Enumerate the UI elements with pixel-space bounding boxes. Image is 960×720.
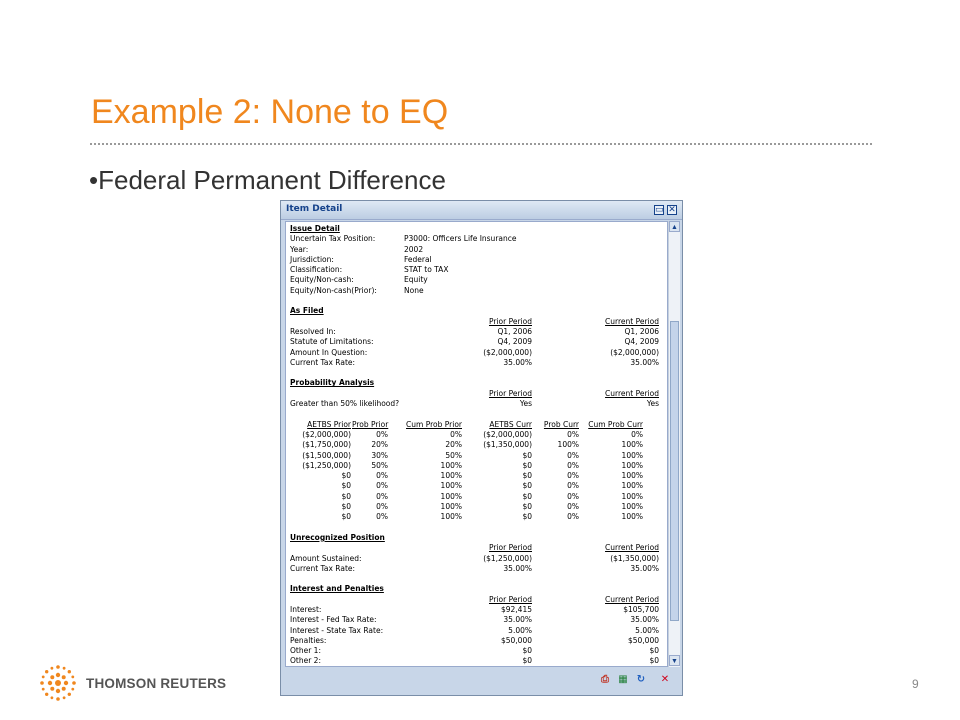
table-cell: $0: [522, 512, 532, 522]
interest-row: [286, 605, 667, 615]
table-cell: $0: [522, 481, 532, 491]
spacer: [286, 574, 667, 584]
title-divider: [90, 143, 872, 145]
current-value: ($1,350,000): [610, 553, 659, 563]
table-cell: $0: [341, 471, 351, 481]
table-cell: 50%: [445, 450, 462, 460]
table-column-header: AETBS Curr: [489, 419, 532, 429]
prior-period-header: Prior Period: [488, 388, 532, 398]
row-label: Interest - State Tax Rate:: [290, 625, 384, 635]
interest-period-header: [286, 595, 667, 605]
row-label: Greater than 50% likelihood?: [290, 399, 400, 409]
as-filed-row: [286, 337, 667, 347]
current-value: ($2,000,000): [610, 347, 659, 357]
table-cell: 0%: [376, 429, 388, 439]
interest-row: [286, 636, 667, 646]
prior-value: 35.00%: [503, 357, 532, 367]
table-cell: $0: [522, 471, 532, 481]
row-value: None: [404, 285, 424, 295]
window-titlebar[interactable]: [281, 201, 682, 220]
row-value: STAT to TAX: [404, 265, 449, 275]
row-label: Current Tax Rate:: [290, 357, 356, 367]
table-column-header: Cum Prob Prior: [406, 419, 462, 429]
table-column-header: AETBS Prior: [307, 419, 351, 429]
spacer: [286, 523, 667, 533]
row-label: Equity/Non-cash(Prior):: [290, 285, 377, 295]
slide-bullet: •Federal Permanent Difference: [89, 165, 446, 195]
table-row: [286, 512, 667, 522]
probability-analysis-heading: Probability Analysis: [290, 378, 375, 388]
row-label: Classification:: [290, 265, 343, 275]
table-row: [286, 440, 667, 450]
logo-text: THOMSON REUTERS: [86, 675, 227, 691]
prior-value: $92,415: [500, 604, 532, 614]
as-filed-row: [286, 358, 667, 368]
row-label: Resolved In:: [290, 326, 336, 336]
table-cell: 100%: [440, 502, 462, 512]
table-cell: 0%: [376, 512, 388, 522]
issue-detail-heading-row: [286, 224, 667, 234]
table-cell: 50%: [371, 460, 388, 470]
as-filed-heading: As Filed: [290, 306, 324, 316]
table-cell: 100%: [440, 491, 462, 501]
table-row: [286, 461, 667, 471]
probability-period-header: [286, 389, 667, 399]
row-label: Amount Sustained:: [290, 553, 362, 563]
table-cell: ($1,500,000): [302, 450, 351, 460]
unrecognized-position-heading: Unrecognized Position: [290, 532, 385, 542]
table-cell: 0%: [567, 512, 579, 522]
current-value: 35.00%: [630, 615, 659, 625]
table-cell: 0%: [631, 429, 643, 439]
table-row: [286, 481, 667, 491]
row-value: P3000: Officers Life Insurance: [404, 234, 517, 244]
prior-value: ($1,250,000): [483, 553, 532, 563]
issue-detail-row: [286, 234, 667, 244]
table-cell: ($1,750,000): [302, 440, 351, 450]
prior-value: Q1, 2006: [497, 326, 532, 336]
table-cell: 100%: [621, 450, 643, 460]
table-row: [286, 502, 667, 512]
spacer: [286, 296, 667, 306]
table-row: [286, 451, 667, 461]
table-cell: 100%: [621, 502, 643, 512]
table-cell: $0: [522, 450, 532, 460]
current-value: $50,000: [627, 635, 659, 645]
table-cell: 0%: [567, 491, 579, 501]
table-cell: 100%: [557, 440, 579, 450]
issue-detail-heading: Issue Detail: [290, 224, 340, 233]
current-value: $105,700: [623, 604, 659, 614]
table-cell: 100%: [440, 512, 462, 522]
interest-penalties-heading-row: [286, 584, 667, 594]
interest-row: [286, 626, 667, 636]
table-cell: 100%: [621, 481, 643, 491]
current-value: 35.00%: [630, 357, 659, 367]
detail-content: [285, 221, 668, 667]
table-column-header: Prob Curr: [543, 419, 579, 429]
row-label: Jurisdiction:: [290, 254, 334, 264]
row-label: Interest:: [290, 604, 322, 614]
prior-value: 5.00%: [508, 625, 532, 635]
row-label: Amount In Question:: [290, 347, 368, 357]
table-cell: $0: [522, 502, 532, 512]
current-period-header: Current Period: [605, 388, 659, 398]
table-cell: 0%: [376, 481, 388, 491]
reuters-dots-icon: [38, 663, 78, 703]
table-cell: 100%: [621, 460, 643, 470]
as-filed-row: [286, 327, 667, 337]
close-button[interactable]: ✕: [668, 205, 676, 215]
current-value: $0: [649, 646, 659, 656]
unrecognized-position-heading-row: [286, 533, 667, 543]
current-value: 5.00%: [635, 625, 659, 635]
row-label: Year:: [290, 244, 309, 254]
item-detail-window: [280, 200, 683, 696]
pdf-icon[interactable]: ⎙: [601, 674, 609, 685]
probability-table-header: [286, 420, 667, 430]
table-cell: 20%: [445, 440, 462, 450]
row-value: Equity: [404, 275, 428, 285]
unrecognized-period-header: [286, 543, 667, 553]
row-value: 2002: [404, 244, 424, 254]
interest-row: [286, 646, 667, 656]
prior-value: $50,000: [500, 635, 532, 645]
excel-icon[interactable]: ▦: [618, 674, 628, 685]
vertical-scrollbar[interactable]: [668, 221, 680, 667]
prior-value: $0: [522, 646, 532, 656]
table-cell: 100%: [621, 440, 643, 450]
table-cell: 0%: [567, 481, 579, 491]
table-column-header: Cum Prob Curr: [588, 419, 643, 429]
table-cell: 0%: [567, 460, 579, 470]
table-cell: 100%: [621, 491, 643, 501]
table-cell: $0: [341, 481, 351, 491]
table-cell: 100%: [621, 471, 643, 481]
scroll-down-icon[interactable]: ▼: [669, 655, 680, 666]
scrollbar-thumb[interactable]: [670, 321, 679, 621]
prior-period-header: Prior Period: [488, 543, 532, 553]
prior-value: ($2,000,000): [483, 347, 532, 357]
table-row: [286, 430, 667, 440]
prior-period-header: Prior Period: [488, 316, 532, 326]
spacer: [286, 368, 667, 378]
window-title: Item Detail: [286, 204, 343, 214]
table-cell: 20%: [371, 440, 388, 450]
table-cell: ($1,350,000): [483, 440, 532, 450]
window-footer: [281, 667, 682, 695]
refresh-icon[interactable]: ↻: [636, 674, 646, 685]
table-cell: 30%: [371, 450, 388, 460]
table-row: [286, 492, 667, 502]
issue-detail-row: [286, 275, 667, 285]
table-cell: $0: [341, 491, 351, 501]
table-cell: $0: [341, 502, 351, 512]
table-row: [286, 471, 667, 481]
table-cell: 100%: [440, 471, 462, 481]
table-cell: 0%: [567, 471, 579, 481]
table-cell: 0%: [450, 429, 462, 439]
unrecognized-row: [286, 554, 667, 564]
row-label: Other 2:: [290, 656, 321, 666]
issue-detail-row: [286, 265, 667, 275]
issue-detail-row: [286, 245, 667, 255]
row-label: Statute of Limitations:: [290, 337, 374, 347]
as-filed-heading-row: [286, 306, 667, 316]
table-cell: ($2,000,000): [302, 429, 351, 439]
row-label: Interest - Fed Tax Rate:: [290, 615, 377, 625]
page-number: 9: [912, 677, 919, 691]
table-cell: 100%: [440, 460, 462, 470]
table-cell: 100%: [440, 481, 462, 491]
as-filed-row: [286, 348, 667, 358]
table-cell: ($2,000,000): [483, 429, 532, 439]
row-label: Equity/Non-cash:: [290, 275, 354, 285]
slide-title: Example 2: None to EQ: [91, 93, 449, 131]
probability-row: [286, 399, 667, 409]
current-value: Q4, 2009: [624, 337, 659, 347]
current-period-header: Current Period: [605, 543, 659, 553]
thomson-reuters-logo: [38, 663, 226, 703]
prior-value: 35.00%: [503, 563, 532, 573]
issue-detail-row: [286, 255, 667, 265]
table-cell: 0%: [376, 502, 388, 512]
current-value: Yes: [646, 399, 659, 409]
table-cell: $0: [341, 512, 351, 522]
table-cell: $0: [522, 491, 532, 501]
row-label: Uncertain Tax Position:: [290, 234, 376, 244]
row-label: Other 1:: [290, 646, 321, 656]
current-value: 35.00%: [630, 563, 659, 573]
row-label: Penalties:: [290, 635, 327, 645]
probability-analysis-heading-row: [286, 378, 667, 388]
current-period-header: Current Period: [605, 316, 659, 326]
prior-value: Q4, 2009: [497, 337, 532, 347]
table-cell: ($1,250,000): [302, 460, 351, 470]
prior-period-header: Prior Period: [488, 594, 532, 604]
current-value: Q1, 2006: [624, 326, 659, 336]
spacer: [286, 409, 667, 419]
prior-value: Yes: [519, 399, 532, 409]
delete-icon[interactable]: ✕: [660, 674, 670, 685]
row-label: Current Tax Rate:: [290, 563, 356, 573]
table-cell: 0%: [567, 429, 579, 439]
prior-value: 35.00%: [503, 615, 532, 625]
interest-penalties-heading: Interest and Penalties: [290, 584, 384, 594]
table-cell: 0%: [376, 491, 388, 501]
table-column-header: Prob Prior: [352, 419, 389, 429]
scroll-up-icon[interactable]: ▲: [669, 221, 680, 232]
current-value: $0: [649, 656, 659, 666]
issue-detail-row: [286, 286, 667, 296]
table-cell: 0%: [567, 502, 579, 512]
prior-value: $0: [522, 656, 532, 666]
row-value: Federal: [404, 254, 432, 264]
interest-row: [286, 615, 667, 625]
table-cell: 100%: [621, 512, 643, 522]
table-cell: 0%: [376, 471, 388, 481]
as-filed-period-header: [286, 317, 667, 327]
unrecognized-row: [286, 564, 667, 574]
table-cell: 0%: [567, 450, 579, 460]
restore-button[interactable]: ▭: [655, 205, 664, 215]
interest-row: [286, 656, 667, 666]
current-period-header: Current Period: [605, 594, 659, 604]
table-cell: $0: [522, 460, 532, 470]
detail-report: [286, 222, 667, 667]
